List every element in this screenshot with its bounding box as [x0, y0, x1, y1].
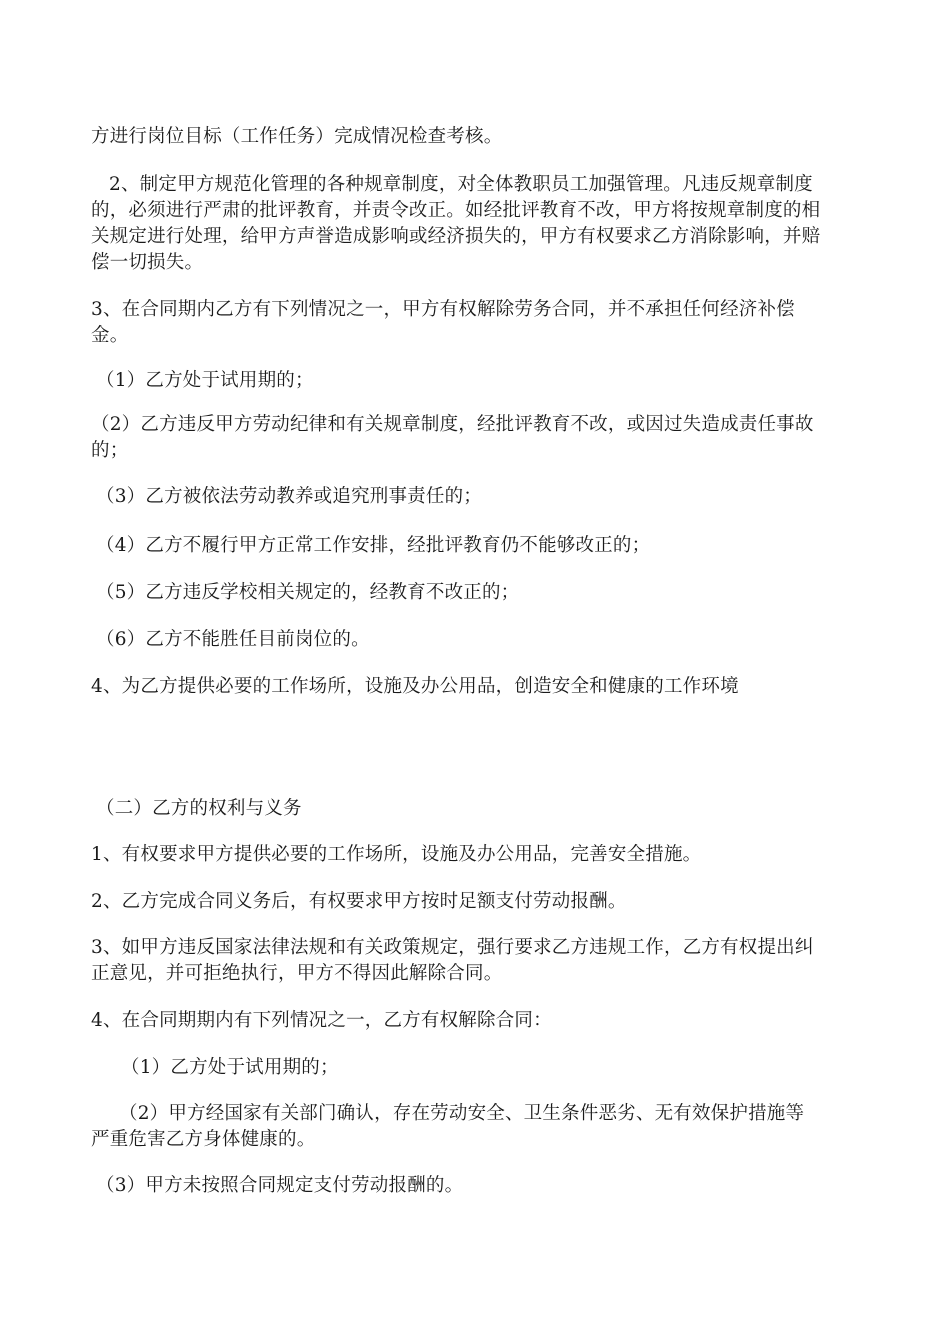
paragraph-rule-3: 3、在合同期内乙方有下列情况之一，甲方有权解除劳务合同，并不承担任何经济补偿金。 — [91, 299, 795, 346]
list-item-right-3: （3）甲方未按照合同规定支付劳动报酬的。 — [96, 1175, 464, 1196]
paragraph-right-2: 2、乙方完成合同义务后，有权要求甲方按时足额支付劳动报酬。 — [91, 891, 627, 912]
paragraph-right-4: 4、在合同期期内有下列情况之一，乙方有权解除合同： — [91, 1010, 552, 1031]
paragraph-continuation: 方进行岗位目标（工作任务）完成情况检查考核。 — [91, 126, 503, 147]
list-item-right-2: （2）甲方经国家有关部门确认，存在劳动安全、卫生条件恶劣、无有效保护措施等严重危害乙方身体健康的。 — [91, 1103, 805, 1150]
list-item-2: （2）乙方违反甲方劳动纪律和有关规章制度，经批评教育不改，或因过失造成责任事故的； — [91, 414, 814, 461]
section-heading: （二）乙方的权利与义务 — [96, 798, 302, 819]
paragraph-rule-2: 2、制定甲方规范化管理的各种规章制度，对全体教职员工加强管理。凡违反规章制度的，必须进行严肃的批评教育，并责令改正。如经批评教育不改，甲方将按规章制度的相关规定进行处理，给甲方声誉造成影响或经济损失的，甲方有权要求乙方消除影响，并赔偿一切损失。 — [91, 174, 821, 273]
paragraph-rule-4: 4、为乙方提供必要的工作场所，设施及办公用品，创造安全和健康的工作环境 — [91, 676, 739, 697]
list-item-right-1: （1）乙方处于试用期的； — [121, 1057, 339, 1078]
list-item-4: （4）乙方不履行甲方正常工作安排，经批评教育仍不能够改正的； — [96, 535, 651, 556]
paragraph-right-1: 1、有权要求甲方提供必要的工作场所，设施及办公用品，完善安全措施。 — [91, 844, 702, 865]
list-item-1: （1）乙方处于试用期的； — [96, 370, 314, 391]
list-item-3: （3）乙方被依法劳动教养或追究刑事责任的； — [96, 486, 482, 507]
list-item-6: （6）乙方不能胜任目前岗位的。 — [96, 629, 370, 650]
list-item-5: （5）乙方违反学校相关规定的，经教育不改正的； — [96, 582, 520, 603]
paragraph-right-3: 3、如甲方违反国家法律法规和有关政策规定，强行要求乙方违规工作，乙方有权提出纠正意见，并可拒绝执行，甲方不得因此解除合同。 — [91, 937, 814, 984]
